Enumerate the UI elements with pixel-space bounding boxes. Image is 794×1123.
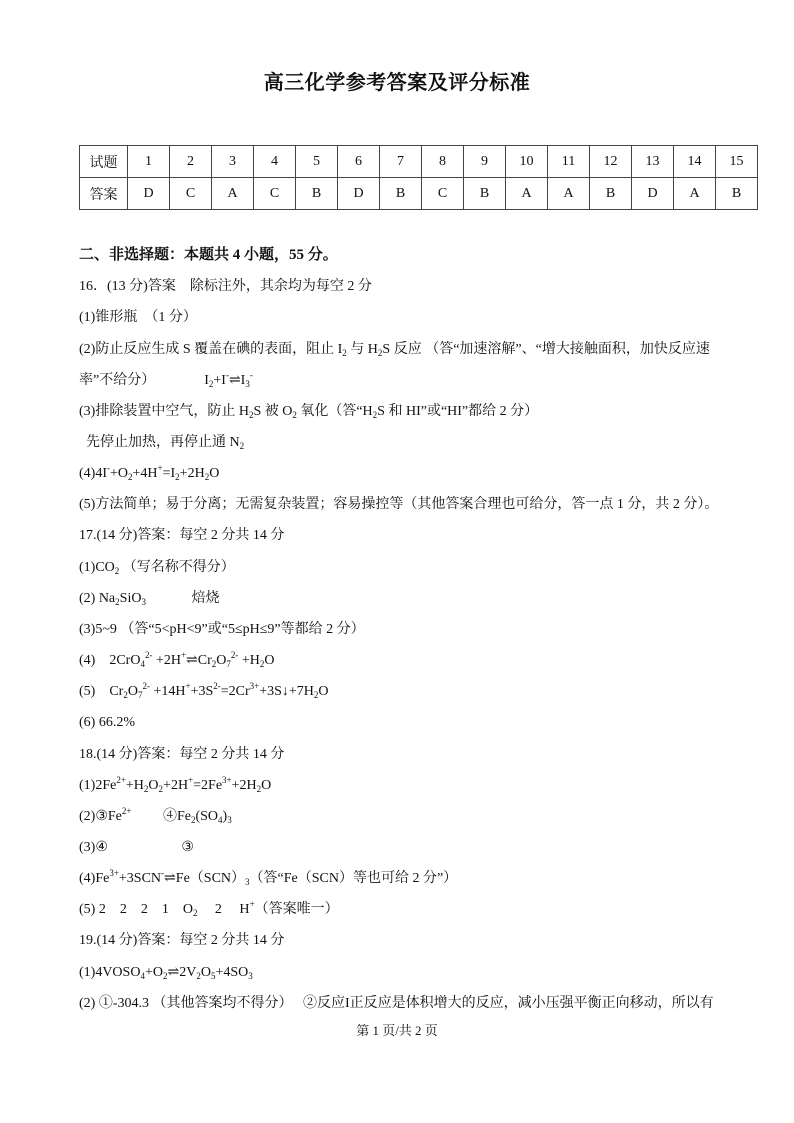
answer-line	[79, 302, 759, 333]
line-text: (5)方法简单；易于分离；无需复杂装置；容易操控等（其他答案合理也可给分，答一点 1 分，共 2 分）。	[79, 497, 719, 513]
superscript: +	[188, 774, 194, 785]
line-text: ⇌2V	[167, 964, 197, 980]
subscript: 4	[218, 814, 223, 825]
line-text: 氧化（答“H	[296, 403, 373, 419]
line-text: +4SO	[215, 964, 249, 980]
line-text: ⇌I	[228, 372, 246, 388]
subscript: 2	[190, 814, 196, 825]
subscript: 2	[128, 472, 133, 483]
question-number-cell: 3	[212, 146, 254, 178]
line-text: O	[264, 653, 275, 669]
superscript: 3+	[249, 681, 260, 692]
line-text: +3SCN	[118, 871, 162, 887]
question-number-cell: 9	[464, 146, 506, 178]
line-text: (2)防止反应生成 S 覆盖在碘的表面，阻止 I	[79, 341, 343, 357]
line-text: (5) Cr	[79, 684, 124, 700]
subscript: 3	[245, 877, 250, 888]
subscript: 2	[377, 347, 383, 358]
subscript: 2	[256, 783, 262, 794]
subscript: 2	[143, 783, 149, 794]
line-text: +I	[213, 372, 226, 388]
line-text: )	[222, 808, 228, 824]
line-text: SiO	[119, 590, 142, 606]
page-title: 高三化学参考答案及评分标准	[263, 72, 531, 94]
answer-line	[79, 645, 759, 676]
line-text: (5) 2 2 2 1 O	[79, 902, 193, 918]
line-text: +H	[125, 777, 144, 793]
line-text: O	[127, 684, 138, 700]
answer-cell: B	[296, 178, 338, 210]
line-text: O	[209, 466, 220, 482]
line-text: O	[318, 684, 329, 700]
line-text: (4)4I	[79, 466, 107, 482]
line-text: (3)5~9 （答“5<pH<9”或“5≤pH≤9”等都给 2 分）	[79, 621, 365, 637]
line-text: S 被 O	[253, 403, 293, 419]
answer-lines	[79, 271, 759, 1019]
subscript: 2	[208, 378, 214, 389]
question-number-cell: 4	[254, 146, 296, 178]
line-text: +H	[238, 653, 260, 669]
superscript: 2-	[142, 681, 150, 692]
answer-cell: D	[338, 178, 380, 210]
answer-cell: C	[422, 178, 464, 210]
answer-line	[79, 396, 759, 427]
line-text: (1)CO	[79, 559, 115, 575]
line-text: (6) 66.2%	[79, 715, 135, 731]
answer-line	[79, 489, 759, 520]
line-text: (1)锥形瓶 （1 分）	[79, 310, 197, 326]
answer-cell: D	[632, 178, 674, 210]
subscript: 2	[175, 472, 180, 483]
answer-cell: A	[212, 178, 254, 210]
subscript: 3	[141, 596, 146, 607]
line-text: S 反应 （答“加速溶解”、“增大接触面积，加快反应速	[382, 341, 710, 357]
line-text: S 和 HI”或“HI”都给 2 分）	[377, 403, 539, 419]
line-text: =2Cr	[220, 684, 250, 700]
subscript: 2	[123, 690, 128, 701]
line-text: +2H	[152, 653, 181, 669]
question-number-cell: 6	[338, 146, 380, 178]
line-text: +2H	[179, 466, 205, 482]
answer-line	[79, 957, 759, 988]
row-header: 试题	[80, 146, 128, 178]
question-number-cell: 11	[548, 146, 590, 178]
superscript: 2+	[121, 805, 132, 816]
line-text: 17.(14 分)答案：每空 2 分共 14 分	[79, 528, 285, 544]
answer-line	[79, 801, 759, 832]
answer-cell: B	[590, 178, 632, 210]
subscript: 7	[226, 659, 231, 670]
line-text: +14H	[149, 684, 186, 700]
line-text: O	[261, 777, 272, 793]
superscript: 3+	[109, 868, 119, 879]
answer-line	[79, 925, 759, 956]
subscript: 3	[248, 970, 253, 981]
question-number-cell: 2	[170, 146, 212, 178]
line-text: (1)4VOSO	[79, 964, 141, 980]
answer-line	[79, 894, 759, 925]
answer-line	[79, 583, 759, 614]
question-number-cell: 8	[422, 146, 464, 178]
answer-line	[79, 552, 759, 583]
answer-cell: A	[506, 178, 548, 210]
line-text: +3S↓+7H	[259, 684, 314, 700]
subscript: 2	[162, 970, 168, 981]
superscript: +	[180, 650, 187, 661]
subscript: 2	[196, 970, 201, 981]
line-text: ④Fe	[131, 808, 191, 824]
answer-line	[79, 739, 759, 770]
line-text: ⇌Fe（SCN）	[164, 871, 246, 887]
line-text: （答案唯一）	[254, 902, 339, 918]
superscript: +	[157, 463, 163, 474]
question-number-cell: 14	[674, 146, 716, 178]
line-text: +4H	[132, 466, 158, 482]
subscript: 4	[140, 970, 145, 981]
subscript: 7	[137, 690, 143, 701]
answer-line	[79, 707, 759, 738]
subscript: 2	[211, 659, 217, 670]
superscript: 2-	[144, 650, 153, 661]
answer-cell: C	[254, 178, 296, 210]
line-text: (2) Na	[79, 590, 116, 606]
subscript: 2	[292, 409, 297, 420]
superscript: 3+	[222, 774, 232, 785]
answer-cell: B	[464, 178, 506, 210]
line-text: ⇌Cr	[186, 653, 212, 669]
answer-line	[79, 676, 759, 707]
answer-line	[79, 271, 759, 302]
line-text: (1)2Fe	[79, 777, 117, 793]
superscript: 2-	[213, 681, 221, 692]
subscript: 2	[372, 409, 378, 420]
subscript: 2	[248, 409, 254, 420]
line-text: +2H	[231, 777, 257, 793]
subscript: 2	[114, 565, 120, 576]
question-number-cell: 15	[716, 146, 758, 178]
subscript: 4	[140, 659, 145, 670]
answer-line	[79, 458, 759, 489]
subscript: 3	[227, 814, 232, 825]
line-text: (2)③Fe	[79, 808, 122, 824]
answer-table	[79, 145, 758, 210]
superscript: -	[249, 369, 253, 380]
question-number-cell: 7	[380, 146, 422, 178]
answer-line	[79, 427, 759, 458]
line-text: +2H	[163, 777, 189, 793]
line-text: 先停止加热，再停止通 N	[79, 434, 240, 450]
superscript: 2+	[116, 774, 126, 785]
superscript: 2-	[230, 650, 239, 661]
subscript: 2	[259, 659, 265, 670]
answer-line	[79, 614, 759, 645]
line-text: 18.(14 分)答案：每空 2 分共 14 分	[79, 746, 285, 762]
answer-line	[79, 863, 759, 894]
page-footer: 第 1 页/共 2 页	[356, 1023, 438, 1038]
line-text: (3)④ ③	[79, 840, 194, 855]
line-text: +O	[110, 466, 129, 482]
table-row	[80, 178, 758, 210]
superscript: -	[225, 369, 229, 380]
answer-line	[79, 832, 759, 863]
line-text: （答“Fe（SCN）等也可给 2 分”）	[249, 871, 458, 887]
line-text: 焙烧	[145, 590, 220, 606]
answer-line	[79, 520, 759, 551]
line-text: (4) 2CrO	[79, 653, 141, 669]
answer-line	[79, 770, 759, 801]
line-text: +O	[144, 964, 163, 980]
answer-line	[79, 334, 759, 365]
answer-cell: C	[170, 178, 212, 210]
line-text: 与 H	[346, 341, 378, 357]
question-number-cell: 5	[296, 146, 338, 178]
subscript: 2	[192, 908, 198, 919]
line-text: (2) ①-304.3 （其他答案均不得分） ②反应I正反应是体积增大的反应，减小压强平衡正向移动，所以有	[79, 995, 714, 1011]
line-text: 2 H	[197, 902, 250, 918]
answer-body	[79, 240, 759, 1019]
subscript: 2	[115, 596, 120, 607]
superscript: -	[107, 463, 110, 474]
line-text: (SO	[195, 808, 219, 824]
line-text: =I	[162, 466, 176, 482]
line-text: 16．(13 分)答案 除标注外，其余均为每空 2 分	[79, 279, 372, 295]
subscript: 2	[313, 690, 319, 701]
line-text: O	[200, 964, 211, 980]
superscript: +	[185, 681, 191, 692]
answer-cell: B	[716, 178, 758, 210]
superscript: -	[161, 868, 165, 879]
subscript: 5	[210, 970, 216, 981]
line-text: (4)Fe	[79, 871, 110, 887]
line-text: O	[148, 777, 159, 793]
table-row	[80, 146, 758, 178]
section-heading: 二、非选择题：本题共 4 小题，55 分。	[79, 247, 338, 263]
answer-line	[79, 988, 759, 1019]
answer-cell: A	[674, 178, 716, 210]
question-number-cell: 12	[590, 146, 632, 178]
answer-cell: A	[548, 178, 590, 210]
line-text: （写名称不得分）	[119, 559, 235, 575]
subscript: 2	[239, 440, 245, 451]
line-text: (3)排除装置中空气，防止 H	[79, 403, 249, 419]
question-number-cell: 13	[632, 146, 674, 178]
question-number-cell: 10	[506, 146, 548, 178]
superscript: +	[249, 899, 255, 910]
answer-line	[79, 365, 759, 396]
line-text: 率”不给分） I	[79, 372, 209, 388]
answer-cell: D	[128, 178, 170, 210]
row-header: 答案	[80, 178, 128, 210]
line-text: 19.(14 分)答案：每空 2 分共 14 分	[79, 933, 285, 949]
subscript: 2	[204, 472, 210, 483]
subscript: 2	[342, 347, 347, 358]
subscript: 3	[245, 378, 250, 389]
line-text: +3S	[190, 684, 214, 700]
line-text: =2Fe	[193, 777, 223, 793]
question-number-cell: 1	[128, 146, 170, 178]
line-text: O	[216, 653, 227, 669]
answer-cell: B	[380, 178, 422, 210]
subscript: 2	[158, 783, 164, 794]
